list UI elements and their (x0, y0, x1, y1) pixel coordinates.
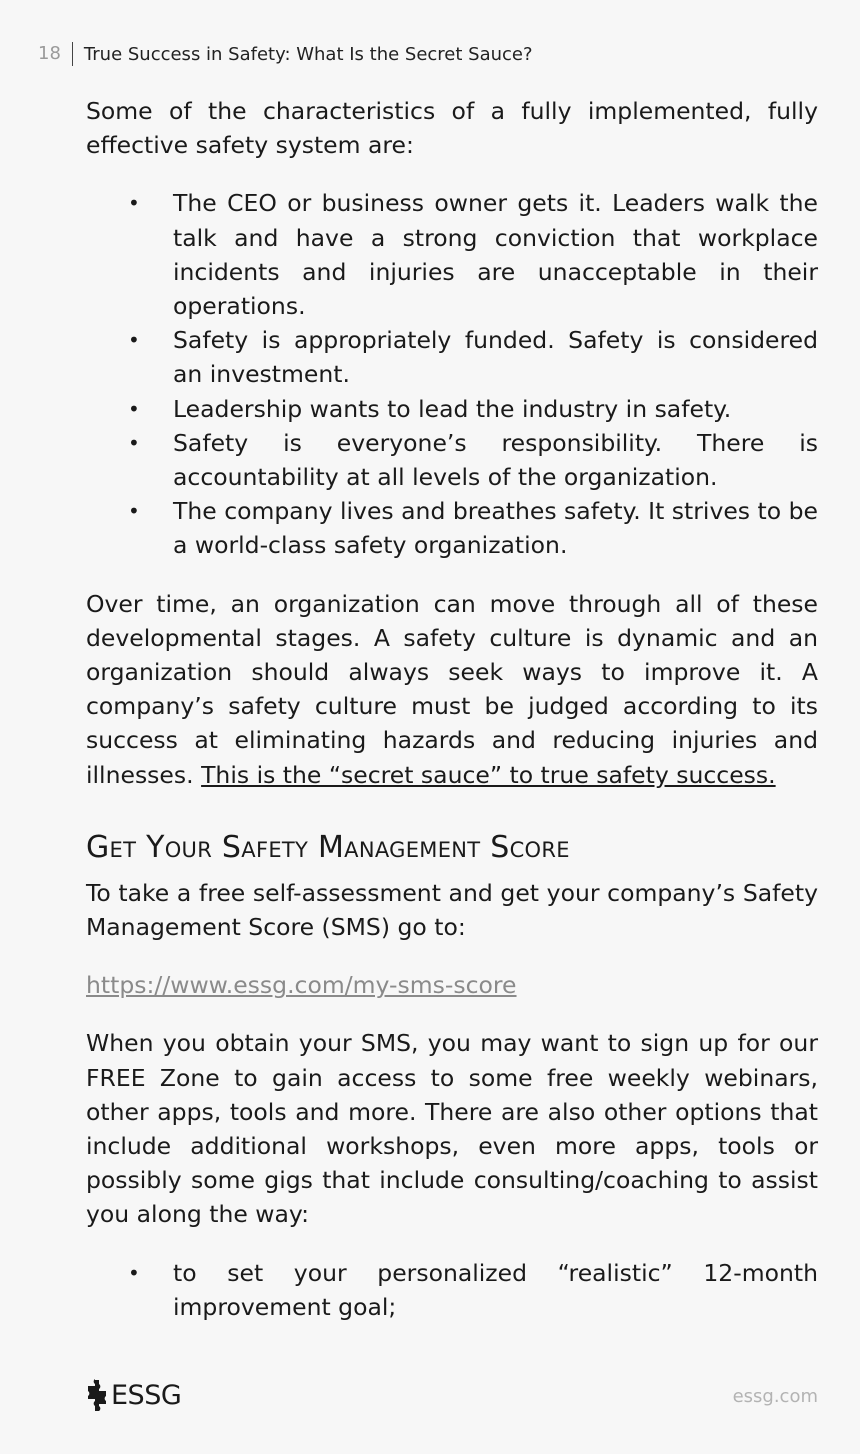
list-item: • The CEO or business owner gets it. Leaders walk the talk and have a strong conviction that workplace incidents and injuries are unacceptable in their operations. (86, 186, 818, 323)
sms-options-list (86, 1256, 818, 1324)
page-number: 18 (38, 42, 73, 66)
sms-body-paragraph: When you obtain your SMS, you may want to sign up for our FREE Zone to gain access to some free weekly webinars, other apps, tools and more. There are also other options that include additional workshops, even more apps, tools or possibly some gigs that include consulting/coaching to assist you along the way: (86, 1029, 818, 1229)
bullet-icon: • (128, 396, 140, 421)
bullet-icon: • (128, 430, 140, 455)
running-header (38, 42, 533, 66)
essg-logo (86, 1379, 181, 1413)
development-paragraph: Over time, an organization can move through all of these developmental stages. A safety culture is dynamic and an organization should always seek ways to improve it. A company’s safety culture must be judged according to its success at eliminating hazards and reducing injuries and illnesses. This is the “secret sauce” to true safety success. (86, 589, 818, 789)
footer-site: essg.com (732, 1386, 818, 1407)
list-item: • Safety is appropriately funded. Safety is considered an investment. (86, 323, 818, 391)
characteristics-list (86, 186, 818, 562)
intro-paragraph: Some of the characteristics of a fully implemented, fully effective safety system are: (86, 97, 818, 160)
page-content (86, 94, 818, 1324)
bullet-icon: • (128, 328, 140, 353)
list-item: • Leadership wants to lead the industry in safety. (86, 392, 818, 426)
section-heading: Get Your Safety Management Score (86, 829, 570, 865)
bullet-icon: • (128, 191, 140, 216)
list-item: • Safety is everyone’s responsibility. There is accountability at all levels of the organization. (86, 426, 818, 494)
instruction-paragraph: To take a free self-assessment and get your company’s Safety Management Score (SMS) go to: (86, 878, 818, 942)
puzzle-piece-icon (86, 1379, 108, 1413)
logo-text: ESSG (111, 1380, 182, 1411)
sms-score-link[interactable]: https://www.essg.com/my-sms-score (86, 971, 517, 1000)
list-item: • The company lives and breathes safety. It strives to be a world-class safety organization. (86, 494, 818, 562)
list-item: • to set your personalized “realistic” 12-month improvement goal; (86, 1256, 818, 1324)
running-title: True Success in Safety: What Is the Secret Sauce? (83, 43, 533, 65)
bullet-icon: • (128, 499, 140, 524)
bullet-icon: • (128, 1260, 140, 1285)
secret-sauce-statement: This is the “secret sauce” to true safety success. (201, 760, 776, 789)
